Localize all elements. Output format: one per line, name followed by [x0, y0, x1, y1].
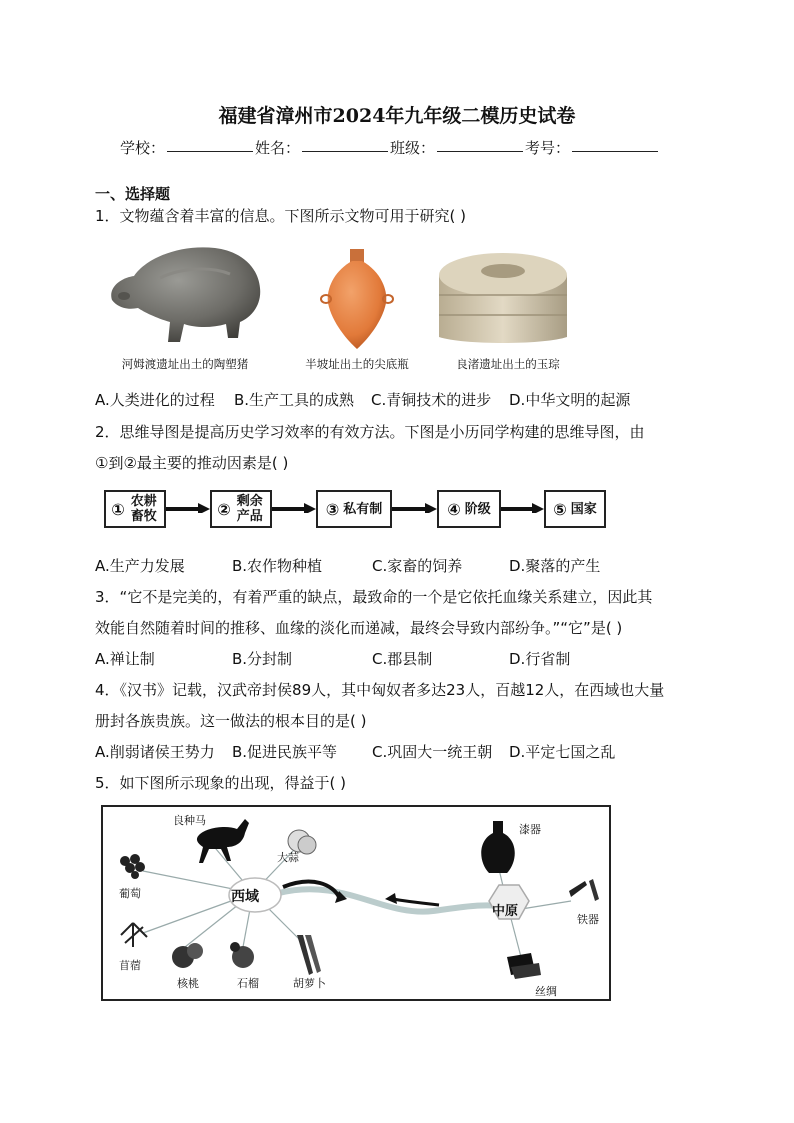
- q1-option-b[interactable]: B.生产工具的成熟: [234, 391, 355, 409]
- q4-option-b[interactable]: B.促进民族平等: [232, 743, 338, 761]
- item-label-horse: 良种马: [173, 814, 206, 827]
- q1-options: [95, 389, 735, 409]
- pointed-bottle-image: [312, 245, 402, 353]
- flow-num-5: ⑤: [553, 499, 567, 519]
- q3-stem-line2: 效能自然随着时间的推移、血缘的淡化而递减，最终会导致内部纷争。”“它”是( ): [95, 619, 623, 637]
- exam-number-blank[interactable]: [572, 137, 658, 152]
- flow-text-5: 国家: [570, 501, 597, 517]
- q3-stem-line1: 3．“它不是完美的，有着严重的缺点，最致命的一个是它依托血缘关系建立，因此其: [95, 588, 653, 606]
- flow-num-4: ④: [447, 499, 461, 519]
- q1-option-d[interactable]: D.中华文明的起源: [509, 391, 631, 409]
- q3-option-d[interactable]: D.行省制: [509, 650, 571, 668]
- exam-number-label: 考号：: [525, 139, 571, 157]
- q4-options: [95, 741, 735, 761]
- flow-box-5: [544, 490, 606, 528]
- flow-text-3: 私有制: [343, 501, 383, 517]
- q4-option-a[interactable]: A.削弱诸侯王势力: [95, 743, 215, 761]
- school-blank[interactable]: [167, 137, 253, 152]
- flow-num-1: ①: [111, 499, 125, 519]
- q4-stem-line2: 册封各族贵族。这一做法的根本目的是( ): [95, 712, 367, 730]
- flow-box-3: [316, 490, 392, 528]
- flow-num-2: ②: [217, 499, 231, 519]
- flow-arrow-1: [166, 503, 210, 513]
- jade-cong-image: [433, 245, 573, 351]
- school-label: 学校：: [120, 139, 166, 157]
- page-title: 福建省漳州市2024年九年级二模历史试卷: [218, 105, 576, 127]
- region-label-west: 西域: [231, 889, 259, 905]
- caption-pointed-bottle: 半坡址出土的尖底瓶: [305, 357, 409, 371]
- flow-arrow-4: [501, 503, 544, 513]
- q1-option-a[interactable]: A.人类进化的过程: [95, 391, 215, 409]
- flow-box-2: [210, 490, 272, 528]
- q4-stem-line1: 4．《汉书》记载，汉武帝封侯89人，其中匈奴者多达23人，百越12人，在西域也大量: [95, 681, 665, 699]
- item-label-walnut: 核桃: [177, 977, 199, 990]
- student-info-line: [120, 137, 660, 158]
- item-label-pomegranate: 石榴: [237, 977, 259, 990]
- flow-box-4: [437, 490, 501, 528]
- flow-box-1: [104, 490, 166, 528]
- q2-stem-line1: 2．思维导图是提高历史学习效率的有效方法。下图是小历同学构建的思维导图，由: [95, 423, 645, 441]
- q2-option-d[interactable]: D.聚落的产生: [509, 557, 601, 575]
- flow-text-1: 农耕畜牧: [130, 494, 157, 524]
- q3-option-c[interactable]: C.郡县制: [372, 650, 433, 668]
- item-label-lacquer: 漆器: [519, 823, 541, 836]
- q3-option-b[interactable]: B.分封制: [232, 650, 293, 668]
- exchange-map: [101, 805, 611, 1001]
- q3-options: [95, 648, 735, 668]
- item-label-carrot: 胡萝卜: [293, 977, 326, 990]
- flow-arrow-2: [272, 503, 316, 513]
- item-label-garlic: 大蒜: [277, 851, 299, 864]
- item-label-alfalfa: 苜蓿: [119, 959, 141, 972]
- clay-pig-image: [100, 238, 270, 350]
- flow-text-4: 阶级: [464, 501, 491, 517]
- q1-option-c[interactable]: C.青铜技术的进步: [371, 391, 492, 409]
- q3-option-a[interactable]: A.禅让制: [95, 650, 155, 668]
- name-blank[interactable]: [302, 137, 388, 152]
- q2-option-b[interactable]: B.农作物种植: [232, 557, 323, 575]
- item-label-grape: 葡萄: [119, 887, 141, 900]
- flow-arrow-3: [392, 503, 437, 513]
- flow-text-2: 剩余产品: [236, 494, 263, 524]
- section-heading: 一、选择题: [95, 185, 171, 203]
- q1-stem: 1．文物蕴含着丰富的信息。下图所示文物可用于研究( ): [95, 207, 467, 225]
- item-label-silk: 丝绸: [535, 985, 557, 998]
- item-label-iron: 铁器: [577, 913, 599, 926]
- caption-jade-cong: 良渚遗址出土的玉琮: [456, 357, 560, 371]
- q4-option-c[interactable]: C.巩固大一统王朝: [372, 743, 493, 761]
- q2-options: [95, 555, 735, 575]
- q2-stem-line2: ①到②最主要的推动因素是( ): [95, 454, 289, 472]
- q5-stem: 5．如下图所示现象的出现，得益于( ): [95, 774, 347, 792]
- q2-option-a[interactable]: A.生产力发展: [95, 557, 185, 575]
- class-blank[interactable]: [437, 137, 523, 152]
- q2-option-c[interactable]: C.家畜的饲养: [372, 557, 463, 575]
- flow-num-3: ③: [325, 499, 340, 519]
- name-label: 姓名：: [255, 139, 301, 157]
- q4-option-d[interactable]: D.平定七国之乱: [509, 743, 616, 761]
- caption-clay-pig: 河姆渡遗址出土的陶塑猪: [121, 357, 249, 371]
- class-label: 班级：: [390, 139, 436, 157]
- region-label-central: 中原: [492, 904, 519, 919]
